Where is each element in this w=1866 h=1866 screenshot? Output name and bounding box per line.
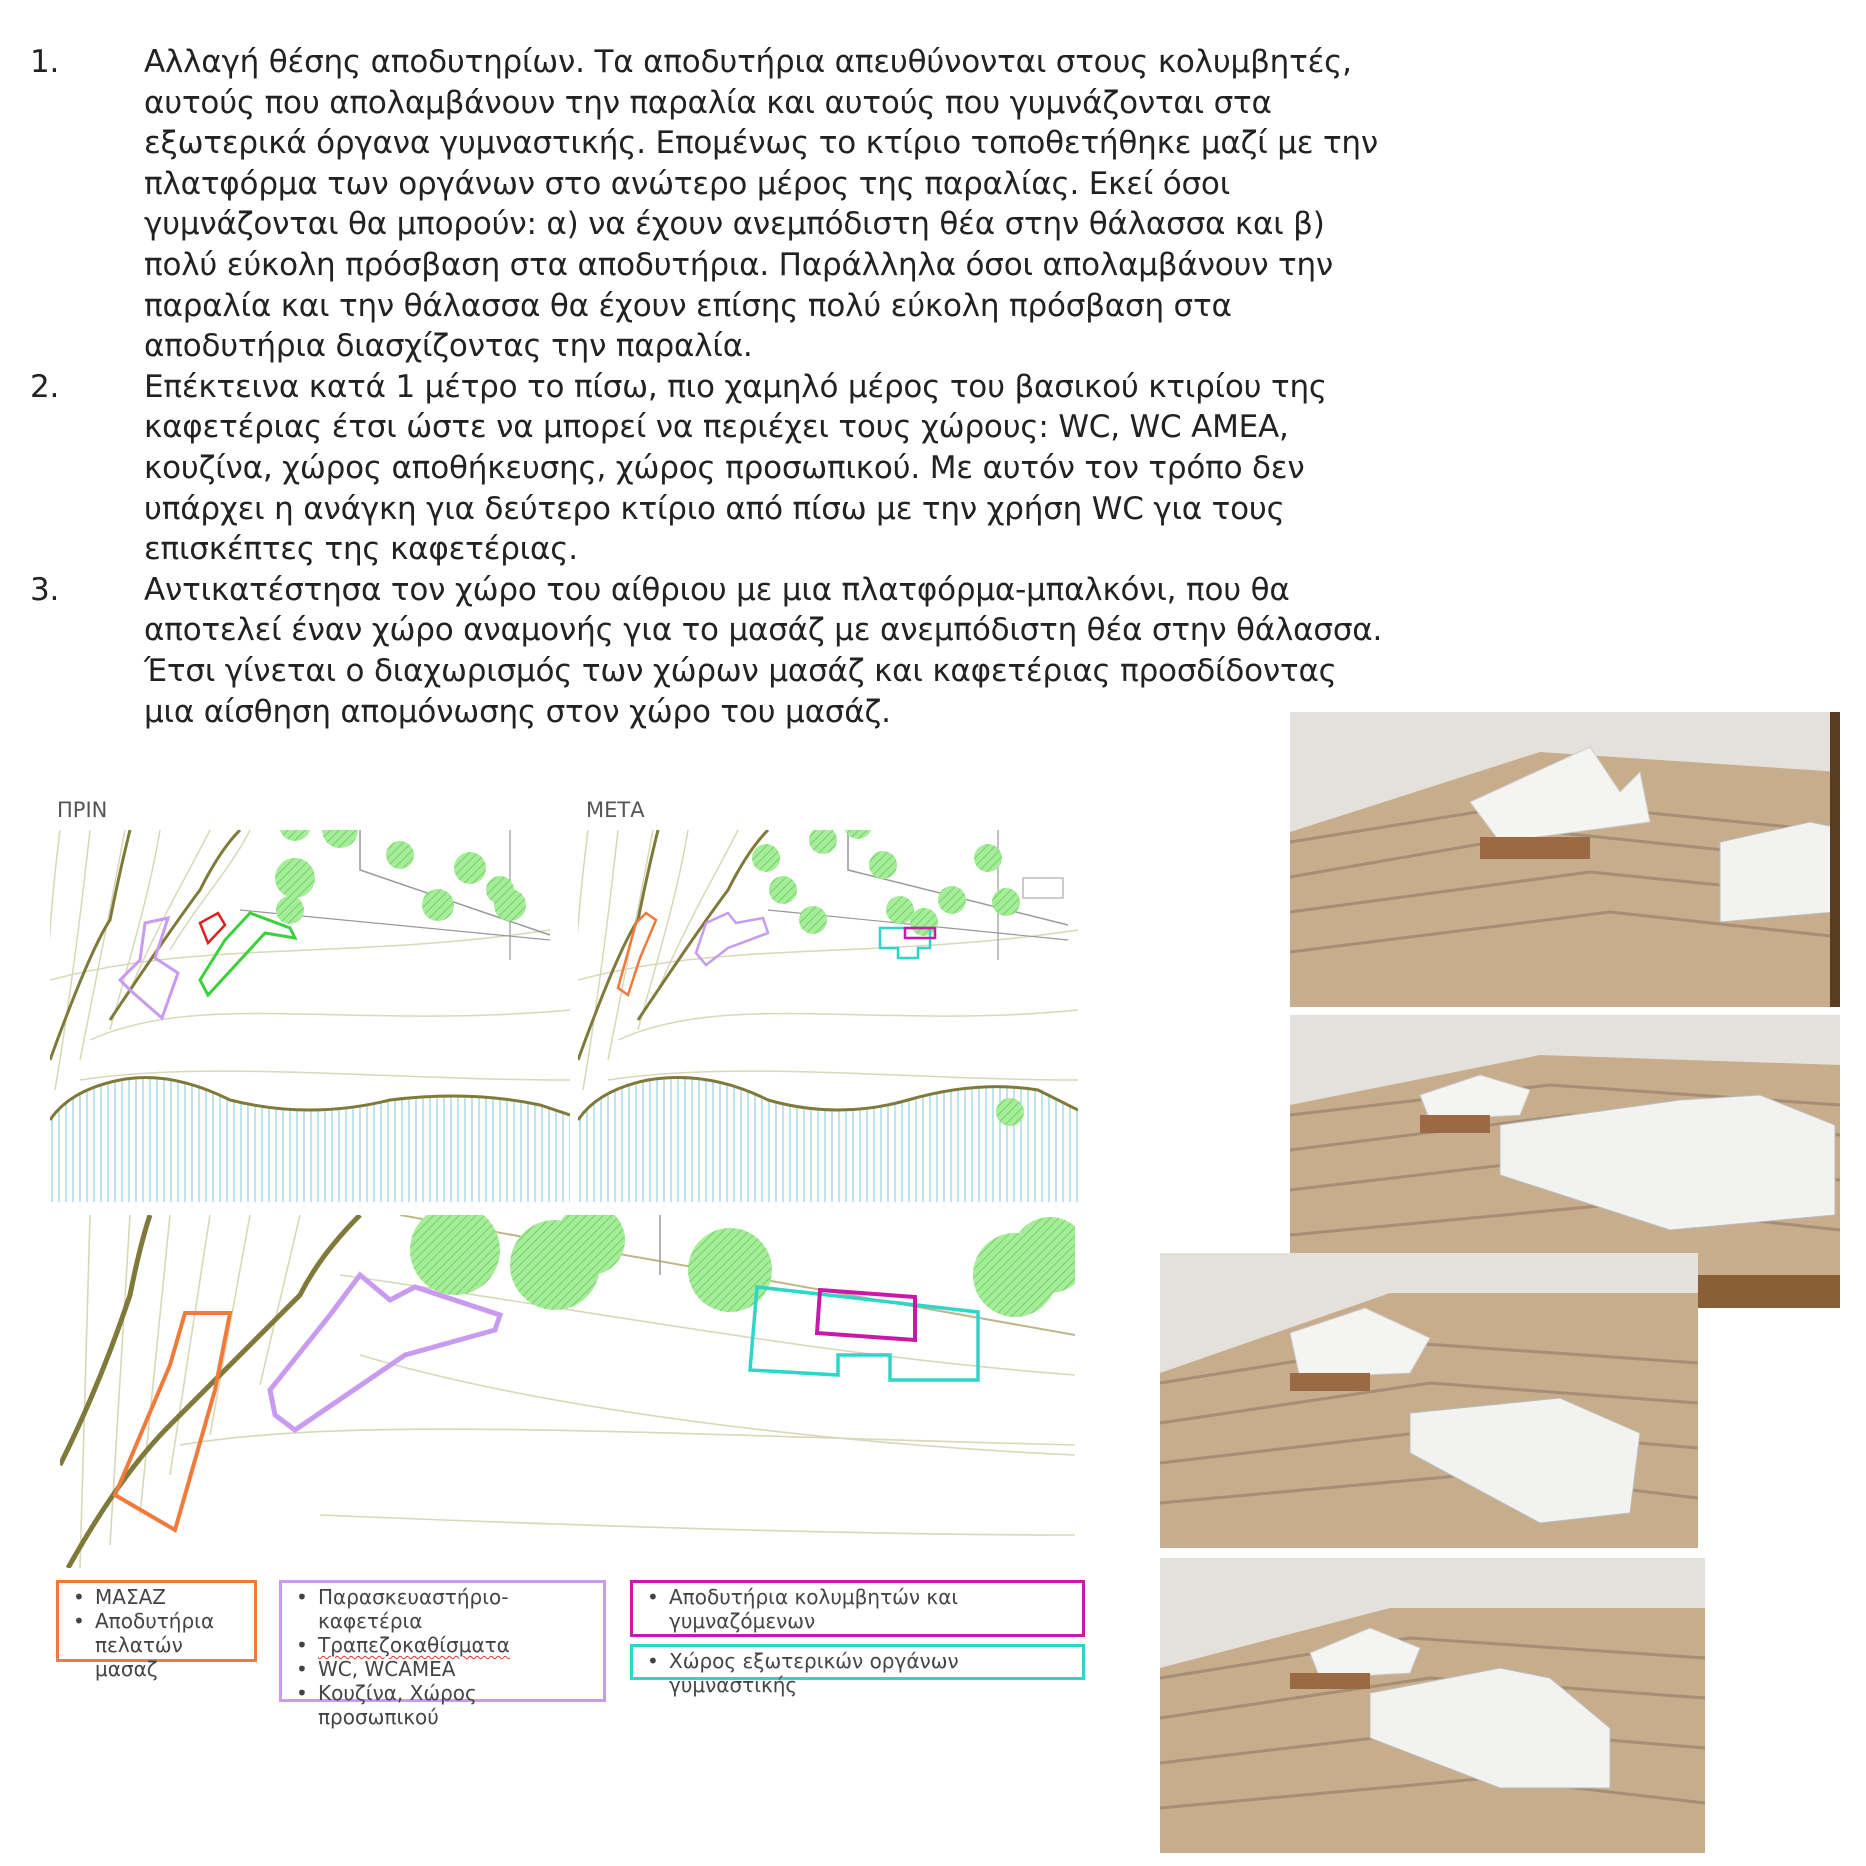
legend-item: • WC, WCAMEA [296, 1657, 595, 1681]
legend-item: • Χώρος εξωτερικών οργάνων γυμναστικής [647, 1649, 1074, 1697]
zoomed-site-plan [60, 1215, 1075, 1568]
legend-item: • ΜΑΣΑΖ [73, 1585, 246, 1609]
legend-item: • Παρασκευαστήριο-καφετέρια [296, 1585, 595, 1633]
model-photo-1 [1290, 712, 1840, 1007]
model-photo-4 [1160, 1558, 1705, 1853]
list-item [30, 42, 1390, 367]
before-site-plan [50, 830, 570, 1202]
before-label: ΠΡΙΝ [57, 798, 108, 822]
model-photo-3 [1160, 1253, 1698, 1548]
item-text: Αλλαγή θέσης αποδυτηρίων. Τα αποδυτήρια απευθύνονται στους κολυμβητές, αυτούς που απολαμβάνουν την παραλία και αυτούς που γυμνάζονται στα εξωτερικά όργανα γυμναστικής. Επομένως το κτίριο τοποθετήθηκε μαζί με την πλατφόρμα των οργάνων στο ανώτερο μέρος της παραλίας. Εκεί όσοι γυμνάζονται θα μπορούν: α) να έχουν ανεμπόδιστη θέα στην θάλασσα και β) πολύ εύκολη πρόσβαση στα αποδυτήρια. Παράλληλα όσοι απολαμβάνουν την παραλία και την θάλασσα θα έχουν επίσης πολύ εύκολη πρόσβαση στα αποδυτήρια διασχίζοντας την παραλία. [144, 44, 1378, 365]
list-item [30, 367, 1390, 570]
item-number: 3. [30, 571, 60, 608]
legend-magenta [630, 1580, 1085, 1637]
numbered-list [30, 42, 1390, 732]
legend-item: • Κουζίνα, Χώρος προσωπικού [296, 1681, 538, 1729]
after-label: ΜΕΤΑ [586, 798, 645, 822]
item-text: Επέκτεινα κατά 1 μέτρο το πίσω, πιο χαμηλό μέρος του βασικού κτιρίου της καφετέριας έτσι ώστε να μπορεί να περιέχει τους χώρους: WC, WC ΑΜΕΑ, κουζίνα, χώρος αποθήκευσης, χώρος προσωπικού. Με αυτόν τον τρόπο δεν υπάρχει η ανάγκη για δεύτερο κτίριο από πίσω με την χρήση WC για τους επισκέπτες της καφετέριας. [144, 368, 1327, 568]
item-number: 1. [30, 44, 60, 80]
item-number: 2. [30, 368, 60, 405]
list-item [30, 570, 1390, 732]
item-text: Αντικατέστησα τον χώρο του αίθριου με μια πλατφόρμα-μπαλκόνι, που θα αποτελεί έναν χώρο αναμονής για το μασάζ με ανεμπόδιστη θέα στην θάλασσα. Έτσι γίνεται ο διαχωρισμός των χώρων μασάζ και καφετέριας προσδίδοντας μια αίσθηση απομόνωσης στον χώρο του μασάζ. [144, 571, 1383, 730]
legend-item: • Τραπεζοκαθίσματα [296, 1633, 595, 1657]
legend-orange [56, 1580, 257, 1681]
after-site-plan [578, 830, 1078, 1202]
legend-cyan [630, 1644, 1085, 1697]
legend-purple [279, 1580, 606, 1729]
legend-item: • Αποδυτήρια κολυμβητών και γυμναζόμενων [647, 1585, 989, 1633]
legend-item: • Αποδυτήρια πελατών μασαζ [73, 1609, 245, 1681]
